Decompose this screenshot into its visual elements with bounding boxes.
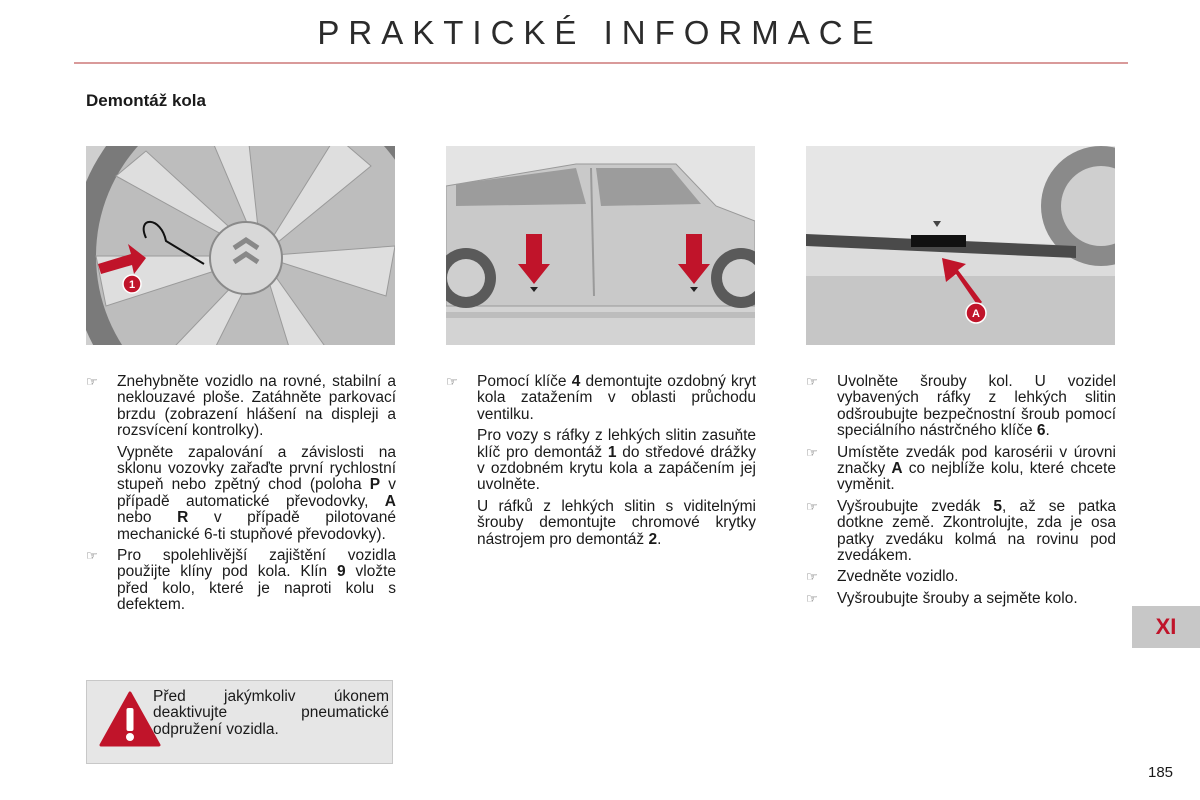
bold-ref: 4 [571,373,581,390]
text: Pro spolehlivější zajištění vozidla použijte klíny pod kola. Klín [117,547,396,581]
pointing-hand-icon: ☞ [86,548,98,564]
text: v případě pilotované mechanické 6-ti stupňové převodovky). [117,509,396,543]
text: Vypněte zapalování a závislosti na sklonu vozovky zařaďte první rychlostní stupeň nebo zpětný chod (poloha [117,443,396,494]
warning-box [86,680,393,764]
pointing-hand-icon: ☞ [86,374,98,389]
chapter-tab: XI [1132,606,1200,648]
list-item [806,374,1116,440]
list-item [806,569,1116,585]
list-item [86,548,396,614]
figure-jack-placement-mark [806,146,1115,345]
text: Zvedněte vozidlo. [837,568,959,586]
text: U ráfků z lehkých slitin s viditelnými šrouby demontujte chromové krytky nástrojem pro demontáž [477,497,756,548]
bold-ref: R [177,509,189,527]
pointing-hand-icon: ☞ [806,444,818,460]
text: Vyšroubujte šrouby a sejměte kolo. [837,589,1078,607]
pointing-hand-icon: ☞ [806,569,818,585]
bold-ref: A [891,460,903,478]
bold-ref: 1 [607,443,617,461]
text: Vyšroubujte zvedák [837,497,994,515]
list-item [86,374,396,440]
figure-callout-1: 1 [128,279,136,291]
text: demontujte ozdobný kryt kola zatažením v oblasti průchodu ventilku. [477,373,757,423]
pointing-hand-icon: ☞ [806,374,818,389]
paragraph [86,445,396,543]
text: . [1045,422,1050,440]
text: Uvolněte šrouby kol. U vozidel vybavených ráfky z lehkých slitin odšroubujte bezpečnostní šroub pomocí speciálního nástrčného klíče [837,373,1116,440]
bold-ref: A [384,492,396,510]
bold-ref: 6 [1036,422,1046,440]
text: , až se patka dotkne země. Zkontrolujte, zda je osa patky zvedáku kolmá na rovinu pod zvedákem. [837,497,1116,565]
paragraph [446,428,756,494]
text-column-1 [86,374,396,619]
text: vložte před kolo, které je naproti kolu s defektem. [117,563,396,614]
figure-wheel-trim-removal [86,146,395,345]
figure-car-side-jacking-points [446,146,755,345]
text: Znehybněte vozidlo na rovné, stabilní a neklouzavé ploše. Zatáhněte parkovací brzdu (zobrazení hlášení na displeji a rozsvícení kontrolky). [117,373,396,440]
text-column-2 [446,374,756,553]
bold-ref: 2 [648,530,658,548]
pointing-hand-icon: ☞ [446,374,458,389]
bold-ref: 9 [337,563,346,581]
pointing-hand-icon: ☞ [806,498,818,514]
list-item [446,374,756,423]
text: Pro vozy s ráfky z lehkých slitin zasuňte klíč pro demontáž [477,427,756,461]
text: Umístěte zvedák pod karosérii v úrovni značky [837,443,1116,478]
list-item [806,591,1116,607]
text: v případě automatické převodovky, [117,476,396,510]
paragraph [446,499,756,548]
header-divider [74,62,1128,64]
text-column-3 [806,374,1116,612]
text: Pomocí klíče [477,373,572,390]
page-number: 185 [1148,764,1174,781]
text: do středové drážky v ozdobném krytu kola a zapáčením jej uvolněte. [477,443,756,494]
section-title: Demontáž kola [86,91,206,110]
text: co nejblíže kolu, které chcete vyměnit. [837,460,1116,494]
figure-callout-a: A [972,308,980,320]
page-header-title: PRAKTICKÉ INFORMACE [317,14,883,51]
pointing-hand-icon: ☞ [806,590,818,606]
text: . [657,530,662,548]
warning-text: Před jakýmkoliv úkonem deaktivujte pneumatické odpružení vozidla. [153,688,389,738]
list-item [806,499,1116,565]
warning-triangle-icon [99,691,161,749]
list-item [806,445,1116,494]
text: nebo [117,509,178,527]
bold-ref: 5 [993,497,1003,515]
bold-ref: P [369,476,381,494]
